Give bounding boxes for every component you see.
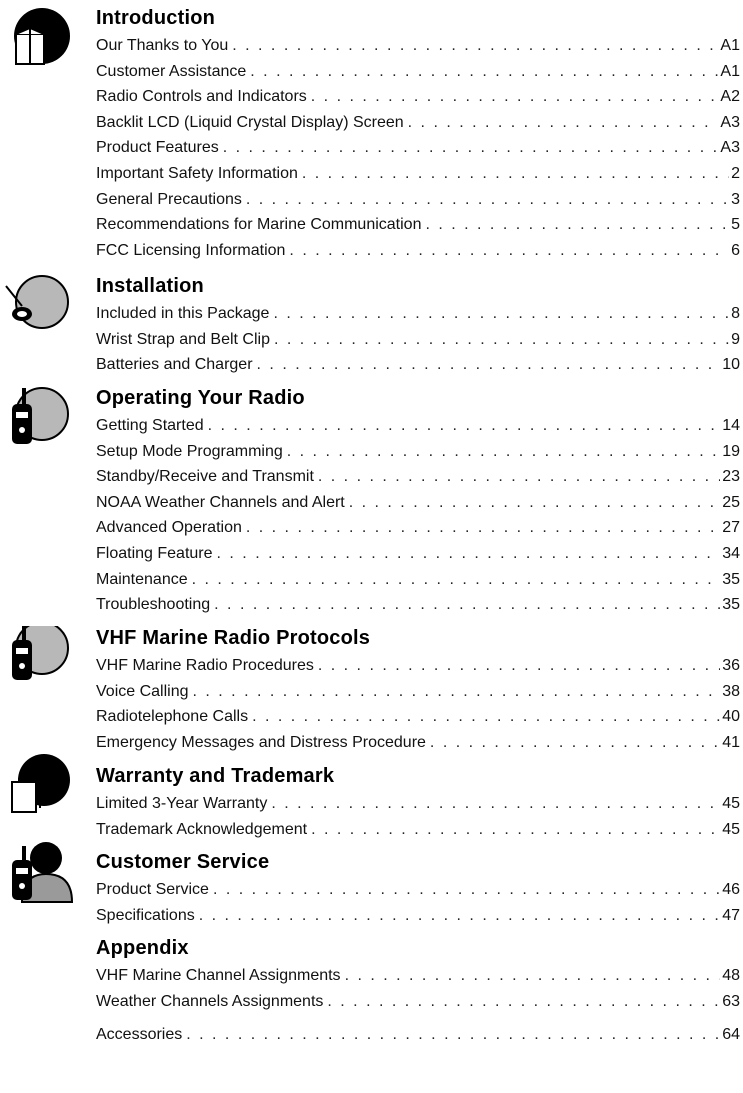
toc-entry[interactable]: Limited 3-Year Warranty . . . 45 — [96, 791, 740, 817]
document-icon — [0, 750, 80, 820]
toc-entry[interactable]: Important Safety Information . . . 2 — [96, 161, 740, 187]
toc-entry[interactable]: Included in this Package . . . 8 — [96, 301, 740, 327]
section-heading: Warranty and Trademark — [96, 765, 335, 787]
toc-entry[interactable]: Trademark Acknowledgement . . . 45 — [96, 817, 740, 843]
section-heading: VHF Marine Radio Protocols — [96, 627, 371, 649]
toc-entry[interactable]: Backlit LCD (Liquid Crystal Display) Screen . . . A3 — [96, 110, 740, 136]
magnifier-icon — [0, 274, 80, 344]
toc-entry[interactable]: Specifications . . . 47 — [96, 903, 740, 929]
toc-entry[interactable]: Floating Feature . . . 34 — [96, 541, 740, 567]
toc-entry[interactable]: Maintenance . . . 35 — [96, 567, 740, 593]
section-heading: Customer Service — [96, 851, 270, 873]
toc-entry[interactable]: Recommendations for Marine Communication . . . 5 — [96, 212, 740, 238]
toc-entry[interactable]: Our Thanks to You . . . A1 — [96, 33, 740, 59]
toc-entry[interactable]: Setup Mode Programming . . . 19 — [96, 439, 740, 465]
toc-entry[interactable]: Standby/Receive and Transmit . . . 23 — [96, 464, 740, 490]
toc-entry[interactable]: Advanced Operation . . . 27 — [96, 515, 740, 541]
toc-entry[interactable]: Accessories . . . 64 — [96, 1022, 740, 1048]
toc-entry[interactable]: Batteries and Charger . . . 10 — [96, 352, 740, 378]
section-heading: Operating Your Radio — [96, 387, 305, 409]
toc-entry[interactable]: Getting Started . . . 14 — [96, 413, 740, 439]
toc-entry[interactable]: VHF Marine Radio Procedures . . . 36 — [96, 653, 740, 679]
toc-entry[interactable]: FCC Licensing Information . . . 6 — [96, 238, 740, 264]
book-icon — [0, 6, 80, 76]
toc-entry[interactable]: Customer Assistance . . . A1 — [96, 59, 740, 85]
toc-entry[interactable]: Troubleshooting . . . 35 — [96, 592, 740, 618]
toc-entry[interactable]: Wrist Strap and Belt Clip . . . 9 — [96, 327, 740, 353]
radio-icon — [0, 626, 80, 696]
toc-entry[interactable]: Voice Calling . . . 38 — [96, 679, 740, 705]
toc-entry[interactable]: Product Features . . . A3 — [96, 135, 740, 161]
section-heading: Appendix — [96, 937, 189, 959]
radio-icon — [0, 386, 80, 456]
toc-entry[interactable]: NOAA Weather Channels and Alert . . . 25 — [96, 490, 740, 516]
toc-entry[interactable]: Weather Channels Assignments . . . 63 — [96, 989, 740, 1015]
toc-entry[interactable]: Emergency Messages and Distress Procedure . . . 41 — [96, 730, 740, 756]
section-heading: Introduction — [96, 7, 216, 29]
toc-entry[interactable]: Radiotelephone Calls . . . 40 — [96, 704, 740, 730]
toc-entry[interactable]: Product Service . . . 46 — [96, 877, 740, 903]
person-radio-icon — [0, 838, 80, 908]
toc-entry[interactable]: VHF Marine Channel Assignments . . . 48 — [96, 963, 740, 989]
toc-entry[interactable]: Radio Controls and Indicators . . . A2 — [96, 84, 740, 110]
toc-entry[interactable]: General Precautions . . . 3 — [96, 187, 740, 213]
section-heading: Installation — [96, 275, 204, 297]
